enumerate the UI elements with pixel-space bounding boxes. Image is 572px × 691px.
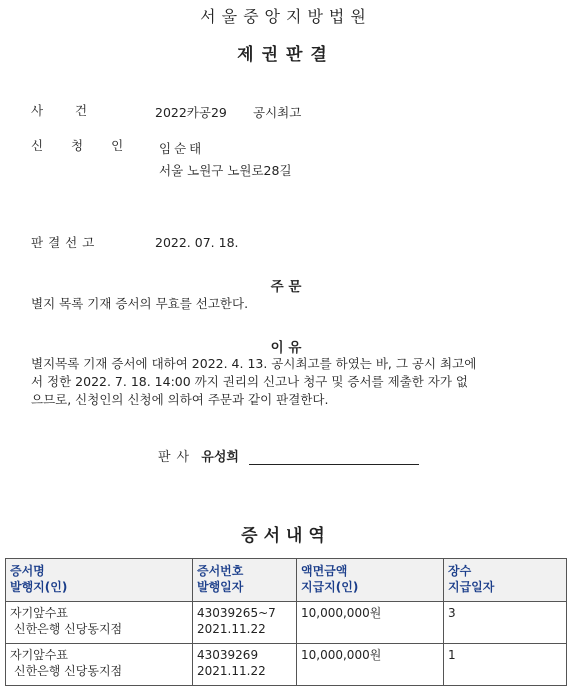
- court-name: 서울중앙지방법원: [200, 7, 372, 26]
- cert-name-cell: 자기앞수표 신한은행 신당동지점: [6, 644, 193, 686]
- cert-name-cell: 자기앞수표 신한은행 신당동지점: [6, 602, 193, 644]
- table-row: [6, 602, 567, 644]
- cert-number-cell: 43039269 2021.11.22: [193, 644, 297, 686]
- cert-amount-cell: 10,000,000원: [297, 644, 444, 686]
- table-row: [6, 644, 567, 686]
- applicant-label: 신 청 인: [31, 138, 136, 153]
- case-number: 2022카공29: [155, 105, 227, 120]
- document-title: 제권판결: [237, 45, 335, 65]
- header-number: 증서번호 발행일자: [193, 559, 297, 602]
- judge-name: 유성희: [201, 450, 239, 465]
- applicant-address: 서울 노원구 노원로28길: [159, 163, 292, 178]
- certificates-table: [5, 558, 567, 686]
- order-heading: 주 문: [270, 279, 302, 295]
- cert-number-cell: 43039265~7 2021.11.22: [193, 602, 297, 644]
- judge-signature: [158, 446, 419, 465]
- ruling-date: 2022. 07. 18.: [155, 235, 239, 250]
- order-text: 별지 목록 기재 증서의 무효를 선고한다.: [31, 296, 249, 311]
- reason-text: 별지목록 기재 증서에 대하여 2022. 4. 13. 공시최고를 하였는 바, 그 공시 최고에서 정한 2022. 7. 18. 14:00 까지 권리의 신고나 청구 및 증서를 제출한 자가 없으므로, 신청인의 신청에 의하여 주문과 같이 판결한다.: [31, 356, 477, 407]
- case-type: 공시최고: [253, 105, 302, 120]
- case-label: 사 건: [31, 103, 102, 118]
- cert-count-cell: 3: [444, 602, 567, 644]
- header-count: 장수 지급일자: [444, 559, 567, 602]
- applicant-name: 임순태: [159, 141, 205, 156]
- ruling-date-label: 판결선고: [31, 235, 100, 250]
- header-amount: 액면금액 지급지(인): [297, 559, 444, 602]
- cert-count-cell: 1: [444, 644, 567, 686]
- signature-line: [249, 451, 419, 465]
- certificates-title: 증서내역: [241, 526, 331, 546]
- table-header-row: [6, 559, 567, 602]
- cert-amount-cell: 10,000,000원: [297, 602, 444, 644]
- judge-label: 판사: [158, 450, 196, 465]
- reason-heading: 이 유: [270, 340, 302, 356]
- header-name: 증서명 발행지(인): [6, 559, 193, 602]
